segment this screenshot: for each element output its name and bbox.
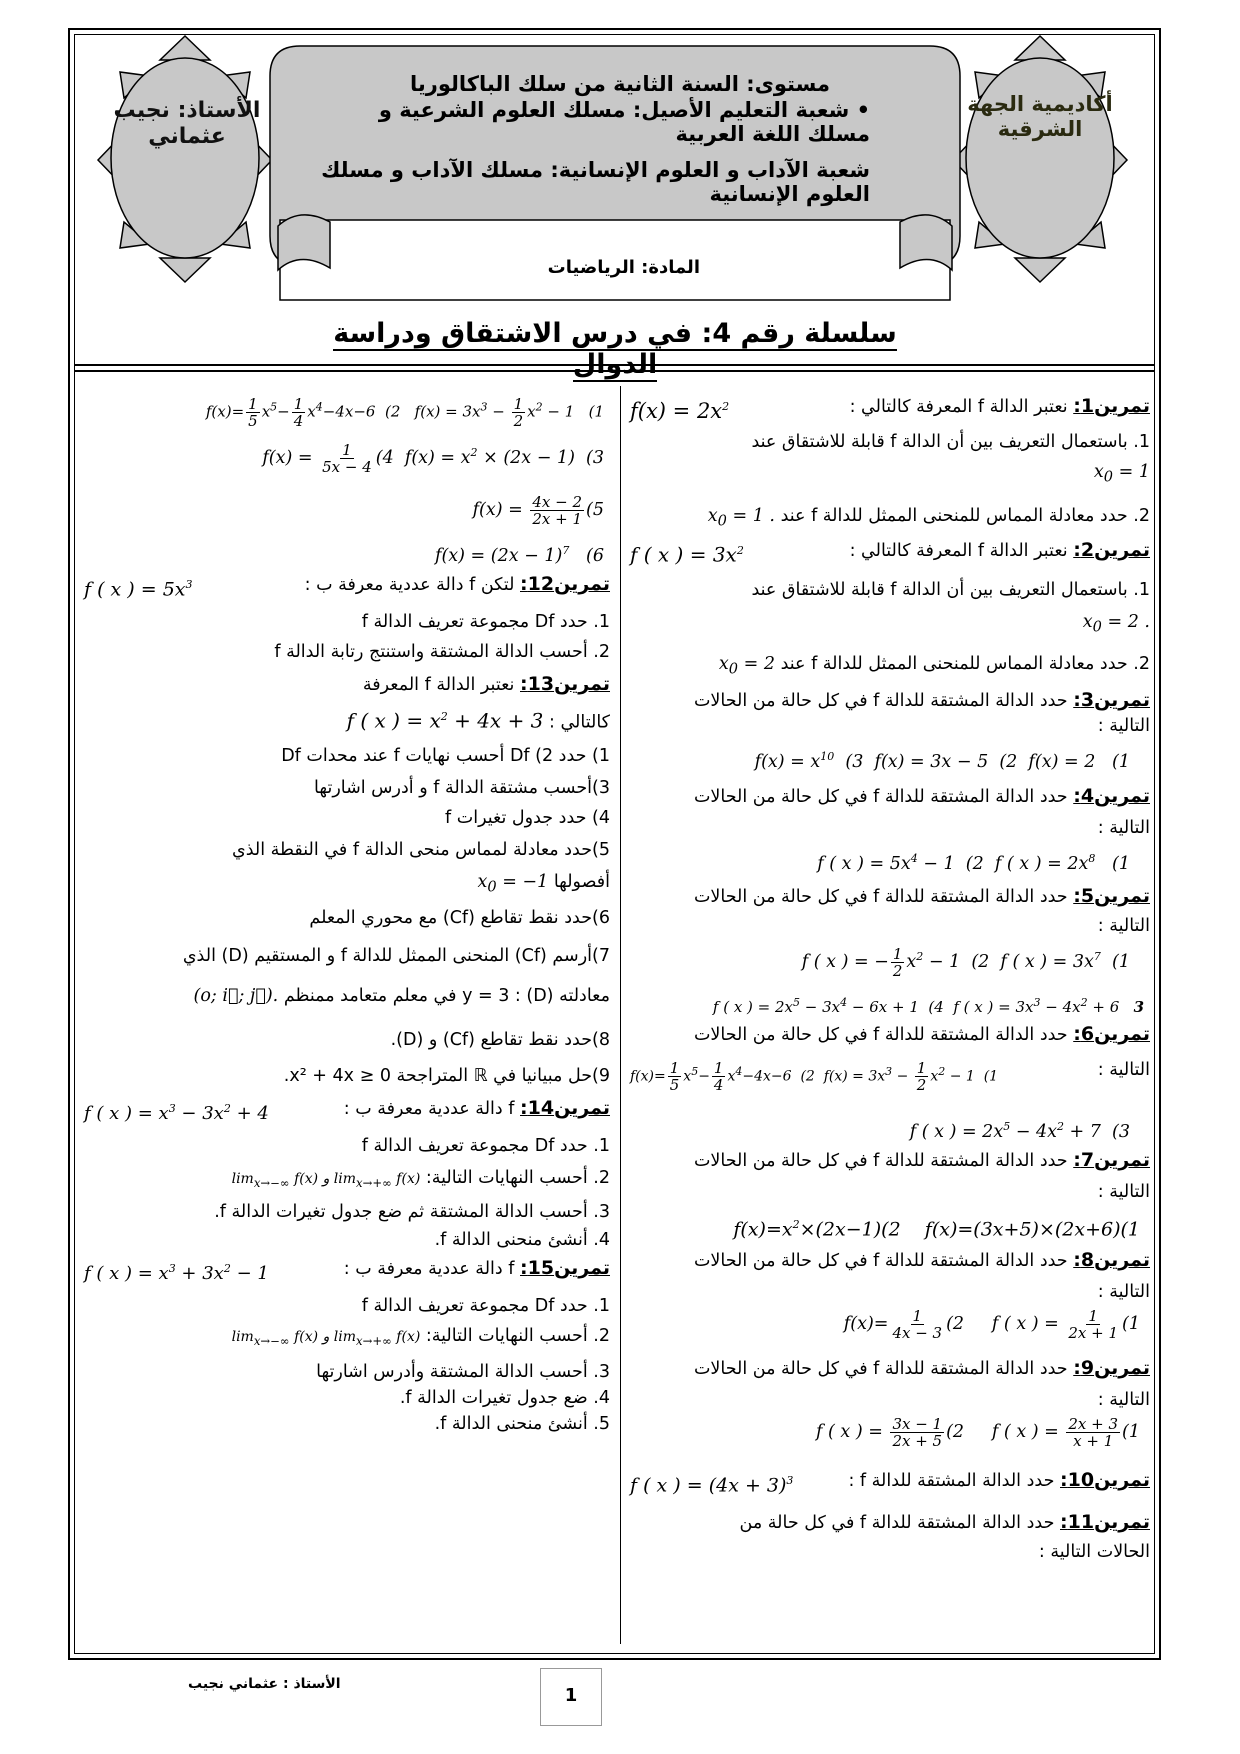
ex15-text: f دالة عددية معرفة ب : (343, 1259, 515, 1279)
ex1-formula: $f(x) = 2x^2$ (630, 399, 730, 423)
ex14-item2 (232, 1168, 610, 1194)
ex5-tali: التالية : (1097, 916, 1150, 936)
ex1-item1: 1. باستعمال التعريف بين أن الدالة f قابلة للاشتقاق عند (751, 432, 1150, 452)
ex2-x0: $x_0 = 2$ . (1082, 612, 1150, 636)
ex6-tali: التالية : (1097, 1060, 1150, 1080)
ex11-formulas-1-2: f(x)= $\frac{1}{5}$ $x^5-$ $\frac{1}{4}$ $x^4-4x-6$ (2 $f(x) = 3x^3$ − $\frac{1}{2}$ $x^2 - 1$ (1 (205, 395, 604, 430)
ex15-heading-line (84, 1258, 610, 1284)
ex6-formulas-a (630, 1060, 1150, 1093)
ex8-formulas: f(x)= $\frac{1}{4x - 3}$ (2 f ( x ) = $\frac{1}{2x + 1}$ (1 (843, 1307, 1140, 1342)
ex11-heading: تمرين11: (1060, 1511, 1150, 1533)
ex2-item2 (719, 654, 1150, 680)
ex14-item3: 3. أحسب الدالة المشتقة ثم ضع جدول تغيرات الدالة f. (214, 1202, 610, 1222)
ex6-formula-1-2: f(x)= $\frac{1}{5}$ $x^5-$ $\frac{1}{4}$ $x^4-4x-6$ (2 $f(x) = 3x^3$ − $\frac{1}{2}$ $x^2 - 1$ (1 (630, 1059, 999, 1094)
ex14-heading-line (84, 1098, 610, 1124)
ex7-tali: التالية : (1097, 1182, 1150, 1202)
ex4-heading: تمرين4: (1073, 785, 1150, 807)
ex13-item5: 5)حدد معادلة لمماس منحى الدالة f في النقطة الذي (232, 840, 610, 860)
ex15-item3: 3. أحسب الدالة المشتقة وأدرس اشارتها (316, 1362, 610, 1382)
level-label: مستوى: السنة الثانية من سلك الباكالوريا (409, 72, 830, 96)
ex14-item1: 1. حدد Df مجموعة تعريف الدالة f (361, 1136, 610, 1156)
ex14-limits: $\lim_{x\to-\infty} f(x)$ و $\lim_{x\to+\infty} f(x)$ (231, 1171, 421, 1190)
ex12-item2: 2. أحسب الدالة المشتقة واستنتج رتابة الدالة f (274, 642, 610, 662)
footer-teacher: الأستاذ : عثماني نجيب (188, 1676, 341, 1692)
ex13-item4: 4) حدد جدول تغيرات f (445, 808, 610, 828)
ex5-heading-line (694, 886, 1150, 908)
ex6-text: حدد الدالة المشتقة للدالة f في كل حالة من الحالات (693, 1025, 1068, 1045)
ex4-formulas: f ( x ) = $5x^4 - 1$ (2 f ( x ) = $2x^8$ (1 (817, 852, 1130, 874)
ex10-heading: تمرين10: (1060, 1469, 1150, 1491)
ex7-text: حدد الدالة المشتقة للدالة f في كل حالة من الحالات (693, 1151, 1068, 1171)
right-badge-star-icon (953, 36, 1127, 282)
ex10-text: حدد الدالة المشتقة للدالة f : (848, 1471, 1055, 1491)
ex9-formulas: f ( x ) = $\frac{3x - 1}{2x + 5}$ (2 f ( x ) = $\frac{2x + 3}{x + 1}$ (1 (815, 1415, 1140, 1450)
ex15-item4: 4. ضع جدول تغيرات الدالة f. (399, 1388, 610, 1408)
ex13-heading-line (363, 674, 610, 696)
ex13-formula: f ( x ) = $x^2 + 4x + 3$ (346, 708, 544, 733)
column-divider (620, 386, 621, 1644)
ex13-item7b (194, 986, 610, 1007)
ex13-item5b (477, 872, 610, 898)
ex13-heading: تمرين13: (520, 673, 610, 695)
ex14-heading: تمرين14: (520, 1097, 610, 1119)
ex6-heading: تمرين6: (1073, 1023, 1150, 1045)
ex1-heading: تمرين1: (1073, 395, 1150, 417)
ex2-item2-text: 2. حدد معادلة المماس للمنحنى الممثل للدالة f عند (780, 654, 1150, 674)
ex13-item1: 1) حدد Df (2 أحسب نهايات f عند محدات Df (281, 746, 610, 766)
ex14-formula: f ( x ) = $x^3 - 3x^2 + 4$ (84, 1102, 269, 1124)
ex5-text: حدد الدالة المشتقة للدالة f في كل حالة من الحالات (693, 887, 1068, 907)
ex13-item7: 7)أرسم (Cf) المنحنى الممثل للدالة f و المستقيم (D) الذي (182, 946, 610, 966)
ex9-heading-line (694, 1358, 1150, 1380)
series-title (330, 318, 900, 380)
ex13-text2: كالتالي : (549, 712, 610, 733)
ex6-heading-line (694, 1024, 1150, 1046)
ex13-x0: $x_0 = -1$ (477, 872, 549, 896)
ex1-text: نعتبر الدالة f المعرفة كالتالي : (849, 397, 1068, 417)
branch1-text: شعبة التعليم الأصيل: مسلك العلوم الشرعية و مسلك اللغة العربية (378, 98, 870, 146)
ex13-item5b-text: أفصولها (553, 872, 610, 892)
ex9-text: حدد الدالة المشتقة للدالة f في كل حالة من الحالات (693, 1359, 1068, 1379)
ex8-tali: التالية : (1097, 1282, 1150, 1302)
ex13-item9: 9)حل مبيانيا في ℝ المتراجحة 0 ≤ x² + 4x. (283, 1066, 610, 1086)
ex14-item2-text: 2. أحسب النهايات التالية: (425, 1168, 610, 1188)
ex14-item4: 4. أنشئ منحنى الدالة f. (434, 1230, 610, 1250)
ex2-item1: 1. باستعمال التعريف بين أن الدالة f قابلة للاشتقاق عند (751, 580, 1150, 600)
ex3-formulas: $f(x) = x^{10}$ (3 f(x) = 3x − 5 (2 f(x) = 2 (1 (754, 750, 1130, 772)
ex15-item1: 1. حدد Df مجموعة تعريف الدالة f (361, 1296, 610, 1316)
subject-label: المادة: الرياضيات (547, 257, 700, 278)
ex11-text: حدد الدالة المشتقة للدالة f في كل حالة من (739, 1513, 1055, 1533)
ex5-heading: تمرين5: (1073, 885, 1150, 907)
ex13-frame: (o; i⃗; j⃗). (193, 986, 279, 1006)
ex12-heading-line (84, 574, 610, 600)
ex13-item3: 3)أحسب مشتقة الدالة f و أدرس اشارتها (314, 778, 610, 798)
ex3-tali: التالية : (1097, 716, 1150, 736)
ex15-item2 (232, 1326, 610, 1352)
ex6-formula-3: f ( x ) = $2x^5 - 4x^2 + 7$ (3 (909, 1120, 1130, 1142)
ex9-heading: تمرين9: (1073, 1357, 1150, 1379)
ex10-heading-line (630, 1470, 1150, 1496)
page-number: 1 (540, 1668, 602, 1726)
ex11-formula-6: $f(x) = (2x - 1)^7$ (6 (434, 544, 604, 566)
ex10-formula: f ( x ) = $(4x + 3)^3$ (630, 1474, 794, 1497)
ex13-item7b-text: معادلته y = 3 : (D) في معلم متعامد ممنظم (283, 986, 610, 1006)
ex8-heading-line (694, 1250, 1150, 1272)
ex13-item6: 6)حدد نقط تقاطع (Cf) مع محوري المعلم (309, 908, 610, 928)
ex2-text: نعتبر الدالة f المعرفة كالتالي : (849, 541, 1068, 561)
ex11-formula-5: f(x) = $\frac{4x - 2}{2x + 1}$ (5 (472, 493, 604, 528)
ex3-text: حدد الدالة المشتقة للدالة f في كل حالة من الحالات (693, 691, 1068, 711)
ex1-item2-x0: $x_0 = 1$ . (707, 506, 775, 530)
ex7-formulas: $f(x)=x^2\times(2x-1)(2$ f(x)=(3x+5)×(2x+6)(1 (733, 1218, 1140, 1241)
ex11-text2: الحالات التالية : (1038, 1542, 1150, 1562)
ex5-formulas-b: f ( x ) = $2x^5 - 3x^4 - 6x + 1$ (4 f ( x ) = $3x^3 - 4x^2 + 6$ 3 (712, 996, 1144, 1016)
ex2-item2-x0: $x_0 = 2$ (718, 654, 775, 678)
ex13-item8: 8)حدد نقط تقاطع (Cf) و (D). (390, 1030, 610, 1050)
ex7-heading: تمرين7: (1073, 1149, 1150, 1171)
ex12-text: لتكن f دالة عددية معرفة ب : (304, 575, 515, 595)
branch1-label: • شعبة التعليم الأصيل: مسلك العلوم الشرعية و مسلك اللغة العربية (378, 98, 870, 146)
ex12-item1: 1. حدد Df مجموعة تعريف الدالة f (361, 612, 610, 632)
branch2-label: شعبة الآداب و العلوم الإنسانية: مسلك الآداب و مسلك العلوم الإنسانية (321, 158, 870, 206)
right-column (630, 390, 1150, 1640)
ex2-heading: تمرين2: (1073, 539, 1150, 561)
ex5-formulas-a: f ( x ) = − $\frac{1}{2}$ $x^2 - 1$ (2 f ( x ) = $3x^7$ (1 (801, 945, 1130, 980)
ex4-heading-line (694, 786, 1150, 808)
ex3-heading-line (694, 690, 1150, 712)
ex13-def-line (347, 706, 610, 734)
ex1-item2-text: 2. حدد معادلة المماس للمنحنى الممثل للدالة f عند (780, 506, 1150, 526)
ex4-tali: التالية : (1097, 818, 1150, 838)
ex15-limits: $\lim_{x\to-\infty} f(x)$ و $\lim_{x\to+\infty} f(x)$ (231, 1329, 421, 1348)
ex11-formulas-3-4: f(x) = $\frac{1}{5x - 4}$ (4 $f(x) = x^2 \times (2x - 1)$ (3 (262, 441, 604, 476)
ex8-heading: تمرين8: (1073, 1249, 1150, 1271)
ex12-heading: تمرين12: (520, 573, 610, 595)
ex13-text: نعتبر الدالة f المعرفة (362, 675, 515, 695)
ex15-formula: f ( x ) = $x^3 + 3x^2 - 1$ (84, 1262, 269, 1284)
left-badge-star-icon (98, 36, 272, 282)
ex4-text: حدد الدالة المشتقة للدالة f في كل حالة من الحالات (693, 787, 1068, 807)
ex3-heading: تمرين3: (1073, 689, 1150, 711)
ex1-x0: $x_0 = 1$ (1093, 462, 1150, 486)
ex14-text: f دالة عددية معرفة ب : (343, 1099, 515, 1119)
ex15-heading: تمرين15: (520, 1257, 610, 1279)
ex2-heading-line (630, 540, 1150, 566)
ex12-formula: f ( x ) = $5x^3$ (84, 578, 193, 601)
ex1-item2 (708, 506, 1150, 532)
ex9-tali: التالية : (1097, 1390, 1150, 1410)
academy-label: أكاديمية الجهة الشرقية (967, 92, 1113, 141)
ex2-formula: f ( x ) = $3x^2$ (630, 542, 744, 567)
ex1-heading-line (630, 396, 1150, 422)
ex15-item2-text: 2. أحسب النهايات التالية: (425, 1326, 610, 1346)
teacher-badge: الأستاذ: نجيب عثماني (113, 98, 261, 149)
ex11-heading-line (740, 1512, 1150, 1534)
ex15-item5: 5. أنشئ منحنى الدالة f. (434, 1414, 610, 1434)
ex8-text: حدد الدالة المشتقة للدالة f في كل حالة من الحالات (693, 1251, 1068, 1271)
series-title-text: سلسلة رقم 4: في درس الاشتقاق ودراسة الدوال (333, 318, 897, 380)
ex7-heading-line (694, 1150, 1150, 1172)
left-column (84, 390, 610, 1640)
